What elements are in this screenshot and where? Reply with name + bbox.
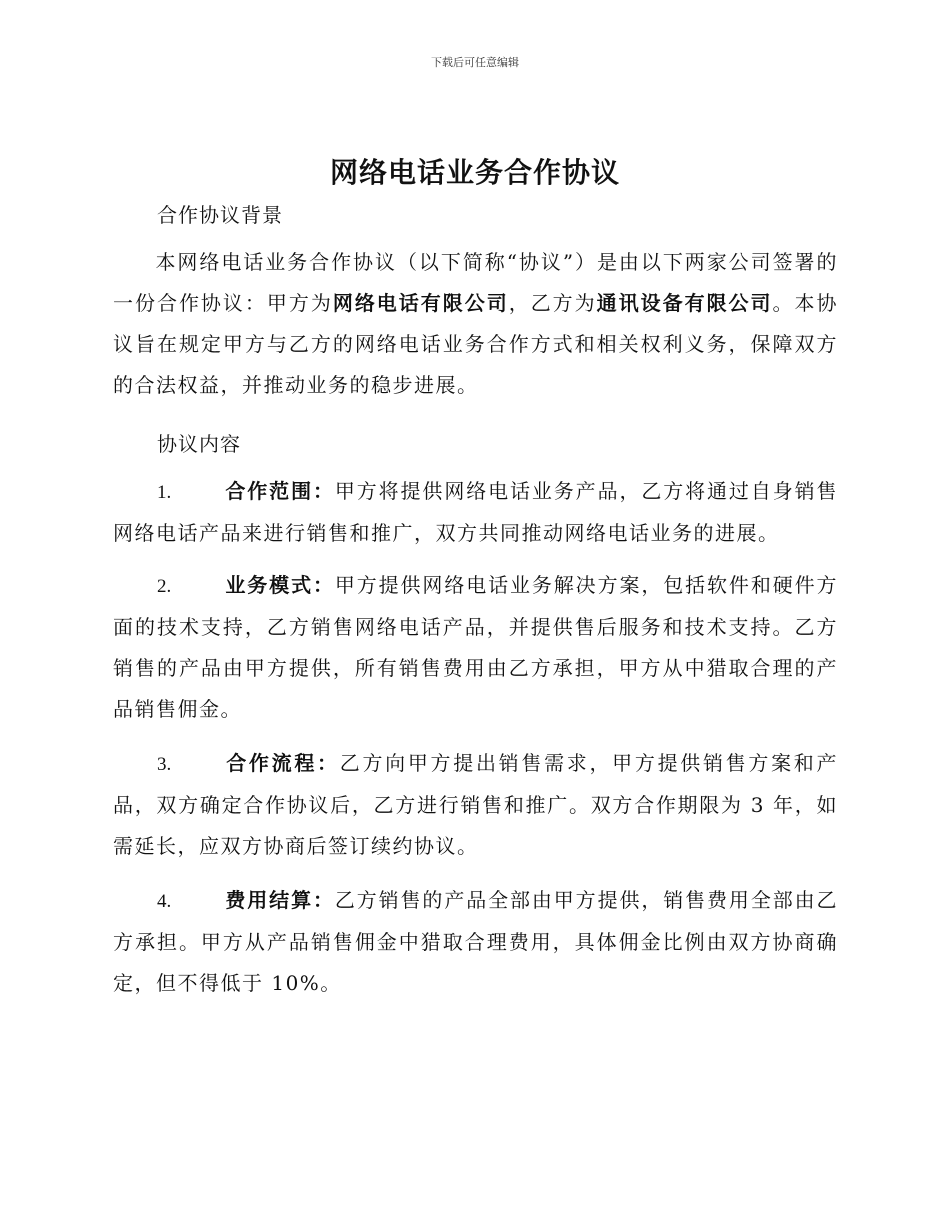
- item-text: 甲方将提供网络电话业务产品，乙方将通过自身销售网络电话产品来进行销售和推广，双方共同推动网络电话业务的进展。: [113, 479, 839, 545]
- agreement-item: [113, 565, 838, 730]
- agreement-item: [113, 471, 838, 554]
- item-label: 合作范围：: [225, 479, 335, 503]
- section-heading-content: 协议内容: [157, 432, 241, 456]
- item-text: 乙方向甲方提出销售需求，甲方提供销售方案和产品，双方确定合作协议后，乙方进行销售和推广。双方合作期限为 3 年，如需延长，应双方协商后签订续约协议。: [113, 751, 839, 858]
- item-number: 4.: [157, 891, 172, 912]
- item-number: 2.: [157, 576, 172, 597]
- party-a-name: 网络电话有限公司: [332, 291, 509, 315]
- section-heading-background: 合作协议背景: [157, 203, 283, 227]
- background-text-post: 。本协议旨在规定甲方与乙方的网络电话业务合作方式和相关权利义务，保障双方的合法权益，并推动业务的稳步进展。: [113, 291, 838, 397]
- item-number: 3.: [157, 754, 172, 775]
- agreement-item: [113, 880, 838, 1004]
- agreement-item: [113, 743, 838, 867]
- background-text-mid: ，乙方为: [508, 291, 597, 315]
- item-label: 业务模式：: [225, 573, 335, 597]
- item-text: 乙方销售的产品全部由甲方提供，销售费用全部由乙方承担。甲方从产品销售佣金中猎取合理费用，具体佣金比例由双方协商确定，但不得低于 10%。: [113, 888, 839, 995]
- document-title: 网络电话业务合作协议: [329, 156, 620, 189]
- item-label: 合作流程：: [225, 751, 340, 775]
- item-label: 费用结算：: [225, 888, 335, 912]
- item-text: 甲方提供网络电话业务解决方案，包括软件和硬件方面的技术支持，乙方销售网络电话产品，并提供售后服务和技术支持。乙方销售的产品由甲方提供，所有销售费用由乙方承担，甲方从中猎取合理的产品销售佣金。: [113, 573, 839, 721]
- background-paragraph: [113, 242, 838, 406]
- background-text-pre: 本网络电话业务合作协议（以下简称“协议”）是由以下两家公司签署的一份合作协议：甲方为: [113, 250, 838, 315]
- item-number: 1.: [157, 482, 172, 503]
- party-b-name: 通讯设备有限公司: [596, 291, 773, 315]
- header-note: 下载后可任意编辑: [431, 56, 519, 69]
